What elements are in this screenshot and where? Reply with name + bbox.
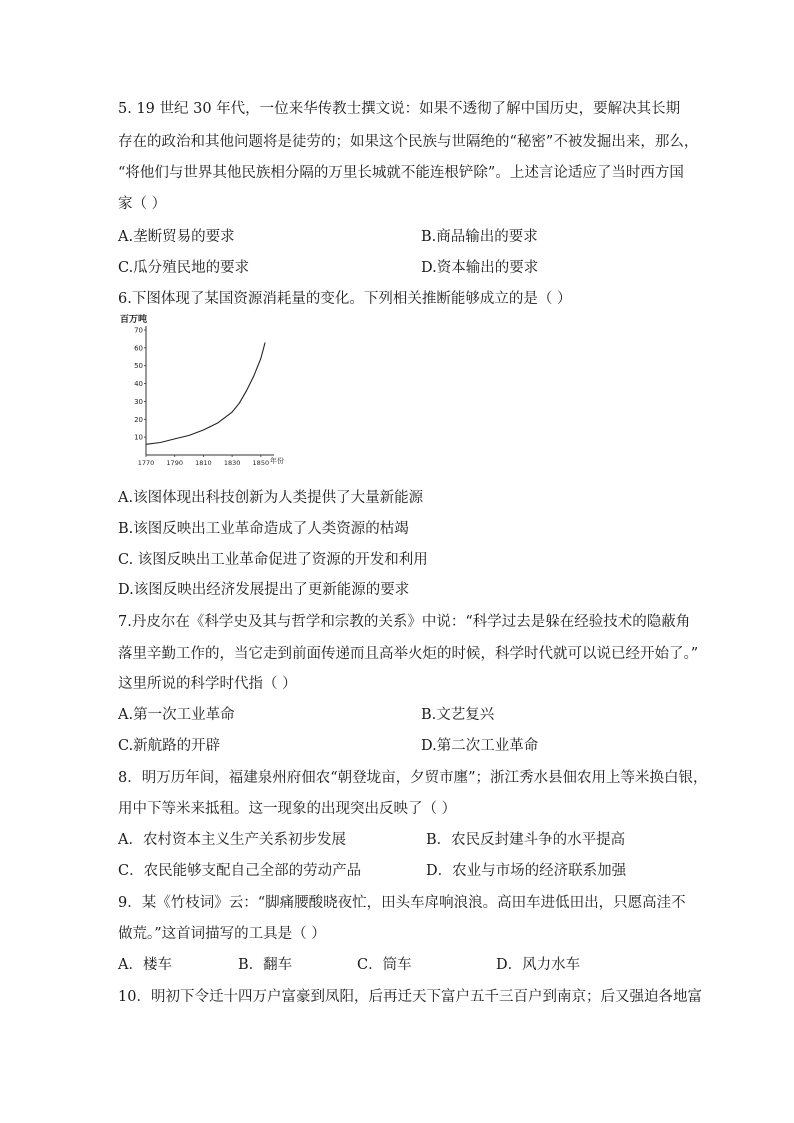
q7-option-c: C.新航路的开辟 — [118, 738, 221, 754]
y-tick-label: 50 — [134, 362, 143, 371]
q8-option-a: A．农村资本主义生产关系初步发展 — [118, 832, 346, 848]
q9-option-c: C．筒车 — [357, 957, 412, 973]
q5-option-c: C.瓜分殖民地的要求 — [118, 260, 250, 276]
q6-option-d: D.该图反映出经济发展提出了更新能源的要求 — [118, 582, 410, 598]
q5-option-d: D.资本输出的要求 — [421, 260, 539, 276]
y-tick-label: 40 — [134, 380, 143, 389]
q9-option-b: B．翻车 — [238, 957, 293, 973]
q5-option-b: B.商品输出的要求 — [421, 229, 538, 245]
q8-line-2: 用中下等米来抵租。这一现象的出现突出反映了（ ） — [118, 801, 457, 817]
series-line — [146, 343, 265, 445]
q5-line-4: 家（ ） — [118, 196, 167, 212]
q6-option-a: A.该图体现出科技创新为人类提供了大量新能源 — [118, 490, 424, 506]
y-tick-label: 10 — [134, 433, 143, 442]
q9-option-a: A．楼车 — [118, 957, 172, 973]
q7-option-a: A.第一次工业革命 — [118, 707, 235, 723]
resource-consumption-chart — [118, 310, 298, 470]
q7-line-3: 这里所说的科学时代指（ ） — [118, 676, 297, 692]
chart-x-label: 年份 — [270, 457, 284, 465]
q7-line-2: 落里辛勤工作的，当它走到前面传递而且高举火炬的时候，科学时代就可以说已经开始了。” — [118, 646, 699, 662]
q7-option-d: D.第二次工业革命 — [421, 738, 539, 754]
x-tick-label: 1850 — [252, 459, 270, 467]
y-tick-label: 30 — [134, 397, 143, 406]
q6-option-c: C. 该图反映出工业革命促进了资源的开发和利用 — [118, 552, 428, 568]
y-tick-label: 70 — [134, 326, 143, 335]
q9-line-2: 做荒。”这首词描写的工具是（ ） — [118, 926, 326, 942]
q9-line-1: 9．某《竹枝词》云：“脚痛腰酸晓夜忙，田头车戽响浪浪。高田车进低田出，只愿高洼不 — [118, 895, 686, 911]
q8-option-b: B．农民反封建斗争的水平提高 — [426, 832, 626, 848]
q7-line-1: 7.丹皮尔在《科学史及其与哲学和宗教的关系》中说：“科学过去是躲在经验技术的隐蔽角 — [118, 614, 691, 630]
x-tick-label: 1830 — [223, 459, 241, 467]
x-tick-label: 1810 — [195, 459, 212, 467]
q6-stem: 6.下图体现了某国资源消耗量的变化。下列相关推断能够成立的是（ ） — [118, 291, 572, 307]
q5-line-2: 存在的政治和其他问题将是徒劳的；如果这个民族与世隔绝的“秘密”不被发掘出来，那么， — [118, 134, 699, 150]
chart-y-label: 百万吨 — [120, 315, 148, 325]
q8-line-1: 8．明万历年间，福建泉州府佃农“朝登垅亩，夕贸市廛”；浙江秀水县佃农用上等米换白银， — [118, 770, 708, 786]
q7-option-b: B.文艺复兴 — [421, 707, 495, 723]
q8-option-d: D．农业与市场的经济联系加强 — [426, 863, 627, 879]
x-tick-label: 1790 — [166, 459, 183, 467]
q9-option-d: D．风力水车 — [496, 957, 581, 973]
y-tick-label: 20 — [134, 415, 143, 424]
q5-line-3: “将他们与世界其他民族相分隔的万里长城就不能连根铲除”。上述言论适应了当时西方国 — [118, 165, 684, 181]
x-tick-label: 1770 — [137, 459, 155, 467]
q8-option-c: C．农民能够支配自己全部的劳动产品 — [118, 863, 362, 879]
q10-line-1: 10．明初下令迁十四万户富豪到凤阳，后再迁天下富户五千三百户到南京；后又强迫各地富 — [118, 989, 702, 1005]
q5-option-a: A.垄断贸易的要求 — [118, 229, 235, 245]
q5-line-1: 5. 19 世纪 30 年代，一位来华传教士撰文说：如果不透彻了解中国历史，要解决其长期 — [118, 101, 681, 117]
y-tick-label: 60 — [134, 344, 143, 353]
q6-option-b: B.该图反映出工业革命造成了人类资源的枯竭 — [118, 521, 409, 537]
